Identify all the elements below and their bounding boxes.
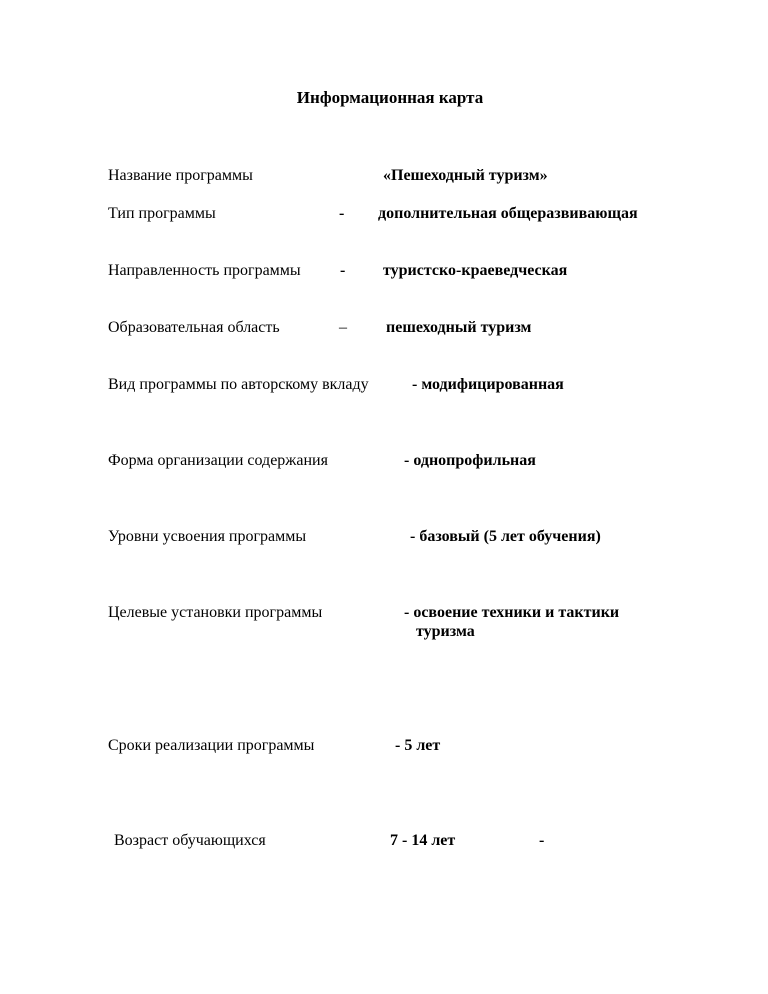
document-title: Информационная карта <box>296 88 484 107</box>
row-dash-education-area: – <box>339 319 347 336</box>
row-dash-program-focus: - <box>340 262 346 279</box>
row-value-target-goals: - освоение техники и тактики <box>404 604 620 621</box>
row-label-target-goals: Целевые установки программы <box>108 604 323 621</box>
row-label-program-focus: Направленность программы <box>108 262 301 279</box>
row-dash-students-age: - <box>539 832 545 849</box>
row-value-students-age: 7 - 14 лет <box>390 832 456 849</box>
row-value-mastery-levels: - базовый (5 лет обучения) <box>410 528 601 545</box>
row-label-mastery-levels: Уровни усвоения программы <box>108 528 307 545</box>
row-label-implementation-period: Сроки реализации программы <box>108 737 315 754</box>
row-value-program-kind: - модифицированная <box>412 376 564 393</box>
row-label-education-area: Образовательная область <box>108 319 280 336</box>
row-value-program-type: дополнительная общеразвивающая <box>378 205 638 222</box>
row-label-content-form: Форма организации содержания <box>108 452 328 469</box>
row-label-program-kind: Вид программы по авторскому вкладу <box>108 376 369 393</box>
row-value-program-focus: туристско-краеведческая <box>383 262 568 279</box>
row-label-students-age: Возраст обучающихся <box>114 832 266 849</box>
row-value-target-goals-continued: туризма <box>416 623 475 640</box>
row-value-implementation-period: - 5 лет <box>395 737 441 754</box>
row-label-program-name: Название программы <box>108 167 253 184</box>
row-value-content-form: - однопрофильная <box>404 452 536 469</box>
row-label-program-type: Тип программы <box>108 205 216 222</box>
row-value-program-name: «Пешеходный туризм» <box>383 167 548 184</box>
row-dash-program-type: - <box>339 205 345 222</box>
row-value-education-area: пешеходный туризм <box>386 319 532 336</box>
